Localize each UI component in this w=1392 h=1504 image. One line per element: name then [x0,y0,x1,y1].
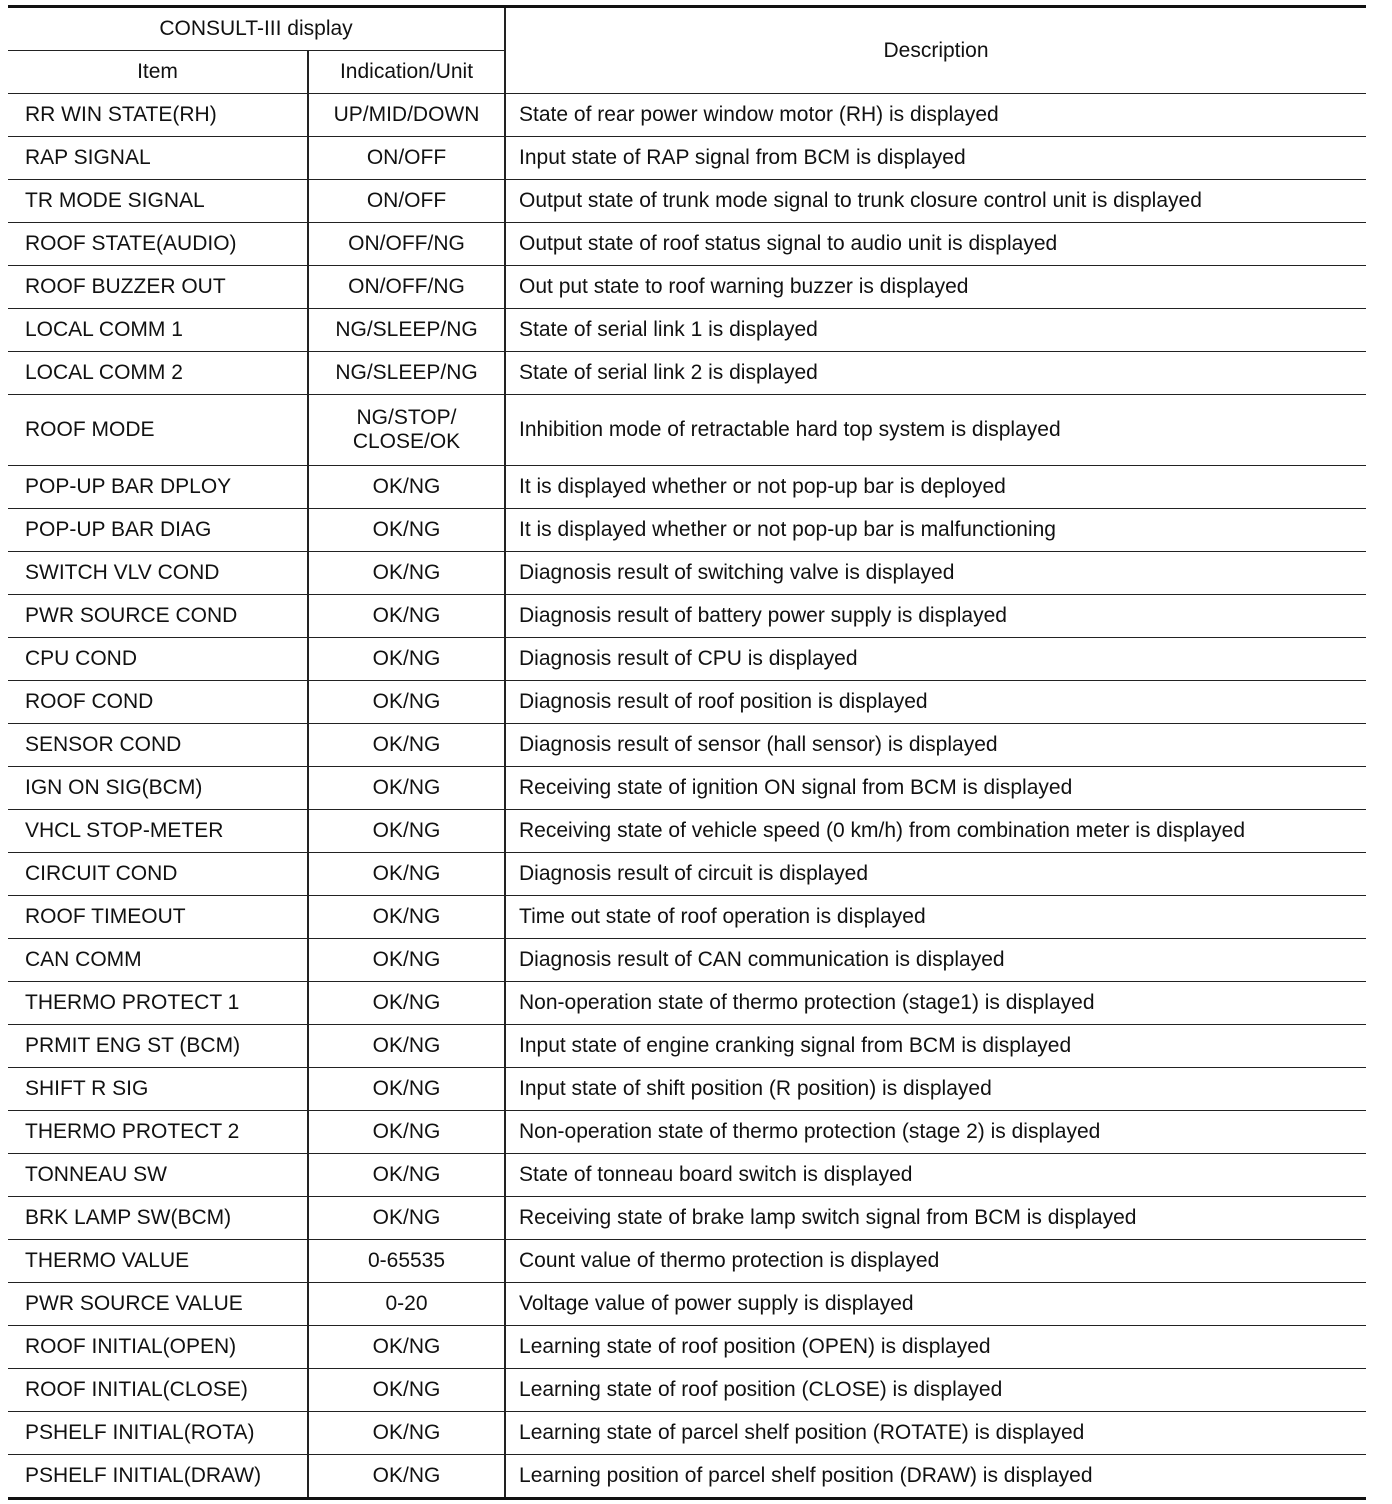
item-cell: ROOF COND [8,681,308,724]
item-cell: PWR SOURCE VALUE [8,1283,308,1326]
table-row [8,266,1366,309]
indication-unit-cell: OK/NG [308,681,505,724]
description-cell: Diagnosis result of switching valve is displayed [505,552,1366,595]
description-cell: Out put state to roof warning buzzer is displayed [505,266,1366,309]
description-cell: State of tonneau board switch is displayed [505,1154,1366,1197]
indication-unit-cell: OK/NG [308,1197,505,1240]
table-row [8,767,1366,810]
indication-unit-cell: NG/SLEEP/NG [308,352,505,395]
description-cell: Time out state of roof operation is displayed [505,896,1366,939]
description-cell: It is displayed whether or not pop-up bar is deployed [505,466,1366,509]
indication-unit-header: Indication/Unit [308,51,505,94]
table-row [8,466,1366,509]
indication-unit-cell: OK/NG [308,1025,505,1068]
indication-unit-cell [308,395,505,466]
indication-unit-cell: OK/NG [308,896,505,939]
indication-unit-cell: NG/SLEEP/NG [308,309,505,352]
indication-unit-cell: OK/NG [308,1455,505,1499]
item-cell: TR MODE SIGNAL [8,180,308,223]
description-cell: Learning state of roof position (CLOSE) is displayed [505,1369,1366,1412]
table-row [8,1240,1366,1283]
indication-unit-cell: OK/NG [308,552,505,595]
description-cell: It is displayed whether or not pop-up bar is malfunctioning [505,509,1366,552]
item-cell: THERMO PROTECT 1 [8,982,308,1025]
table-body [8,94,1366,1499]
description-cell: Non-operation state of thermo protection (stage 2) is displayed [505,1111,1366,1154]
consult-data-table [8,5,1366,1500]
table-row [8,137,1366,180]
indication-unit-cell: OK/NG [308,466,505,509]
description-cell: State of rear power window motor (RH) is displayed [505,94,1366,137]
item-cell: RR WIN STATE(RH) [8,94,308,137]
item-cell: SENSOR COND [8,724,308,767]
item-cell: TONNEAU SW [8,1154,308,1197]
table-row [8,352,1366,395]
indication-unit-cell: OK/NG [308,853,505,896]
item-cell: PRMIT ENG ST (BCM) [8,1025,308,1068]
indication-unit-cell: OK/NG [308,1111,505,1154]
item-cell: PSHELF INITIAL(DRAW) [8,1455,308,1499]
table-row [8,1369,1366,1412]
table-row [8,180,1366,223]
item-cell: IGN ON SIG(BCM) [8,767,308,810]
indication-unit-cell: OK/NG [308,939,505,982]
indication-unit-cell: OK/NG [308,509,505,552]
description-cell: Inhibition mode of retractable hard top system is displayed [505,395,1366,466]
indication-unit-cell: OK/NG [308,595,505,638]
indication-unit-cell: OK/NG [308,1369,505,1412]
indication-unit-cell: ON/OFF/NG [308,223,505,266]
table-row [8,1326,1366,1369]
table-row [8,853,1366,896]
description-cell: Input state of shift position (R position) is displayed [505,1068,1366,1111]
item-cell: ROOF TIMEOUT [8,896,308,939]
table-row [8,223,1366,266]
description-cell: Receiving state of ignition ON signal from BCM is displayed [505,767,1366,810]
indication-unit-cell: OK/NG [308,1154,505,1197]
item-cell: SHIFT R SIG [8,1068,308,1111]
item-cell: ROOF STATE(AUDIO) [8,223,308,266]
table-row [8,982,1366,1025]
table-row [8,810,1366,853]
table-row [8,1283,1366,1326]
item-cell: THERMO PROTECT 2 [8,1111,308,1154]
indication-unit-cell: OK/NG [308,810,505,853]
description-cell: Input state of engine cranking signal from BCM is displayed [505,1025,1366,1068]
table-row [8,896,1366,939]
indication-unit-cell: 0-65535 [308,1240,505,1283]
indication-unit-cell: UP/MID/DOWN [308,94,505,137]
description-cell: State of serial link 2 is displayed [505,352,1366,395]
item-cell: ROOF BUZZER OUT [8,266,308,309]
indication-unit-line: CLOSE/OK [352,430,461,453]
item-cell: PWR SOURCE COND [8,595,308,638]
description-cell: Count value of thermo protection is displayed [505,1240,1366,1283]
item-cell: THERMO VALUE [8,1240,308,1283]
description-cell: Input state of RAP signal from BCM is displayed [505,137,1366,180]
indication-unit-cell: OK/NG [308,638,505,681]
table-row [8,1068,1366,1111]
item-cell: ROOF INITIAL(CLOSE) [8,1369,308,1412]
description-cell: Output state of trunk mode signal to trunk closure control unit is displayed [505,180,1366,223]
consult-display-header: CONSULT-III display [8,7,505,51]
description-cell: Output state of roof status signal to audio unit is displayed [505,223,1366,266]
table-row [8,681,1366,724]
indication-unit-cell: OK/NG [308,724,505,767]
description-cell: Receiving state of vehicle speed (0 km/h) from combination meter is displayed [505,810,1366,853]
description-cell: Learning state of parcel shelf position (ROTATE) is displayed [505,1412,1366,1455]
indication-unit-line: NG/STOP/ [356,406,457,429]
item-cell: POP-UP BAR DIAG [8,509,308,552]
item-cell: CIRCUIT COND [8,853,308,896]
description-cell: Diagnosis result of sensor (hall sensor) is displayed [505,724,1366,767]
item-cell: CAN COMM [8,939,308,982]
description-cell: Voltage value of power supply is displayed [505,1283,1366,1326]
item-cell: BRK LAMP SW(BCM) [8,1197,308,1240]
item-header: Item [8,51,308,94]
description-header: Description [505,7,1366,94]
table-row [8,1111,1366,1154]
table-row [8,638,1366,681]
table-row [8,1154,1366,1197]
table-row [8,1412,1366,1455]
item-cell: ROOF INITIAL(OPEN) [8,1326,308,1369]
table-row [8,509,1366,552]
item-cell: PSHELF INITIAL(ROTA) [8,1412,308,1455]
indication-unit-cell: OK/NG [308,1412,505,1455]
description-cell: Diagnosis result of CAN communication is displayed [505,939,1366,982]
table-row [8,552,1366,595]
item-cell: LOCAL COMM 2 [8,352,308,395]
description-cell: Learning position of parcel shelf position (DRAW) is displayed [505,1455,1366,1499]
indication-unit-cell: ON/OFF/NG [308,266,505,309]
item-cell: RAP SIGNAL [8,137,308,180]
item-cell: VHCL STOP-METER [8,810,308,853]
indication-unit-cell: OK/NG [308,1326,505,1369]
description-cell: Diagnosis result of battery power supply is displayed [505,595,1366,638]
indication-unit-cell: ON/OFF [308,180,505,223]
description-cell: Non-operation state of thermo protection (stage1) is displayed [505,982,1366,1025]
description-cell: Receiving state of brake lamp switch signal from BCM is displayed [505,1197,1366,1240]
indication-unit-cell: OK/NG [308,1068,505,1111]
table-row [8,939,1366,982]
table-row [8,395,1366,466]
description-cell: Diagnosis result of CPU is displayed [505,638,1366,681]
description-cell: Diagnosis result of circuit is displayed [505,853,1366,896]
table-row [8,1197,1366,1240]
description-cell: Learning state of roof position (OPEN) is displayed [505,1326,1366,1369]
table-header [8,7,1366,94]
table-row [8,595,1366,638]
table-row [8,1455,1366,1499]
table-row [8,724,1366,767]
table-row [8,94,1366,137]
item-cell: ROOF MODE [8,395,308,466]
item-cell: LOCAL COMM 1 [8,309,308,352]
description-cell: State of serial link 1 is displayed [505,309,1366,352]
indication-unit-cell: OK/NG [308,767,505,810]
table-row [8,1025,1366,1068]
item-cell: SWITCH VLV COND [8,552,308,595]
indication-unit-cell: OK/NG [308,982,505,1025]
item-cell: CPU COND [8,638,308,681]
item-cell: POP-UP BAR DPLOY [8,466,308,509]
indication-unit-cell: 0-20 [308,1283,505,1326]
description-cell: Diagnosis result of roof position is displayed [505,681,1366,724]
indication-unit-cell: ON/OFF [308,137,505,180]
table-row [8,309,1366,352]
